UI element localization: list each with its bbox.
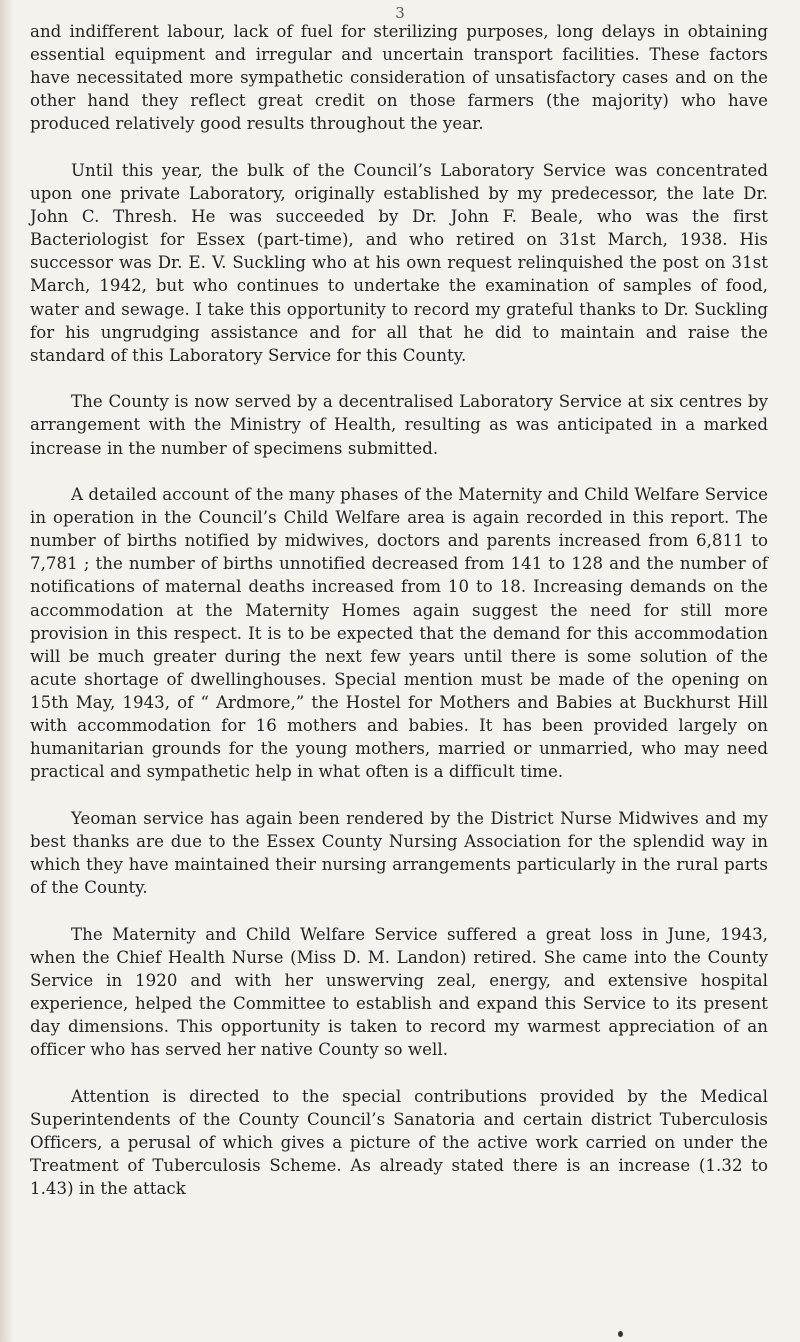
paragraph-laboratory-service: Until this year, the bulk of the Council’s Laboratory Service was concentrated upon one private Laboratory, originally established by my predecessor, the late Dr. John C. Thresh. He was succeeded by Dr. John F. Beale, who was the first Bacteriologist for Essex (part-time), and who retired on 31st March, 1938. His successor was Dr. E. V. Suckling who at his own request relinquished the post on 31st March, 1942, but who continues to undertake the examination of samples of food, water and sewage. I take this opportunity to record my grateful thanks to Dr. Suckling for his ungrudging assistance and for all that he did to maintain and raise the standard of this Laboratory Service for this County. xyxy=(30,160,768,365)
paragraph-nurse-midwives: Yeoman service has again been rendered by the District Nurse Midwives and my best thanks are due to the Essex County Nursing Association for the splendid way in which they have maintained their nursing arrangements particularly in the rural parts of the County. xyxy=(30,808,768,898)
paragraph-maternity-child-welfare: A detailed account of the many phases of the Maternity and Child Welfare Service in operation in the Council’s Child Welfare area is again recorded in this report. The number of births notified by midwives, doctors and parents increased from 6,811 to 7,781 ; the number of births unnotified decreased from 141 to 128 and the number of notifications of maternal deaths increased from 10 to 18. Increasing demands on the accommodation at the Maternity Homes again suggest the need for still more provision in this respect. It is to be expected that the demand for this accommodation will be much greater during the next few years until there is some solution of the acute shortage of dwellinghouses. Special mention must be made of the opening on 15th May, 1943, of “ Ardmore,” the Hostel for Mothers and Babies at Buckhurst Hill with accommodation for 16 mothers and babies. It has been provided largely on humanitarian grounds for the young mothers, married or unmarried, who may need practical and sympathetic help in what often is a difficult time. xyxy=(30,485,768,782)
paragraph-decentralised-service: The County is now served by a decentralised Laboratory Service at six centres by arrangement with the Ministry of Health, resulting as was anticipated in a marked increase in the number of specimens submitted. xyxy=(30,392,768,458)
paragraph-chief-health-nurse: The Maternity and Child Welfare Service suffered a great loss in June, 1943, when the Chief Health Nurse (Miss D. M. Landon) retired. She came into the County Service in 1920 and with her unswerving zeal, energy, and extensive hospital experience, helped the Committee to establish and expand this Service to its present day dimensions. This opportunity is taken to record my warmest appreciation of an officer who has served her native County so well. xyxy=(30,924,768,1060)
paragraph-continued: and indifferent labour, lack of fuel for sterilizing purposes, long delays in obtaining essential equipment and irregular and uncertain transport facilities. These factors have necessitated more sympathetic consideration of unsatisfactory cases and on the other hand they reflect great credit on those farmers (the majority) who have produced relatively good results throughout the year. xyxy=(30,22,768,134)
page-number: 3 xyxy=(395,4,405,22)
paragraph-tuberculosis: Attention is directed to the special contributions provided by the Medical Superintendents of the County Council’s Sanatoria and certain district Tuberculosis Officers, a perusal of which gives a picture of the active work carried on under the Treatment of Tuberculosis Scheme. As already stated there is an increase (1.32 to 1.43) in the attack xyxy=(30,1086,768,1199)
body-text xyxy=(30,20,768,1200)
ink-speck xyxy=(618,1331,623,1337)
scan-binding-shadow xyxy=(0,0,14,1342)
